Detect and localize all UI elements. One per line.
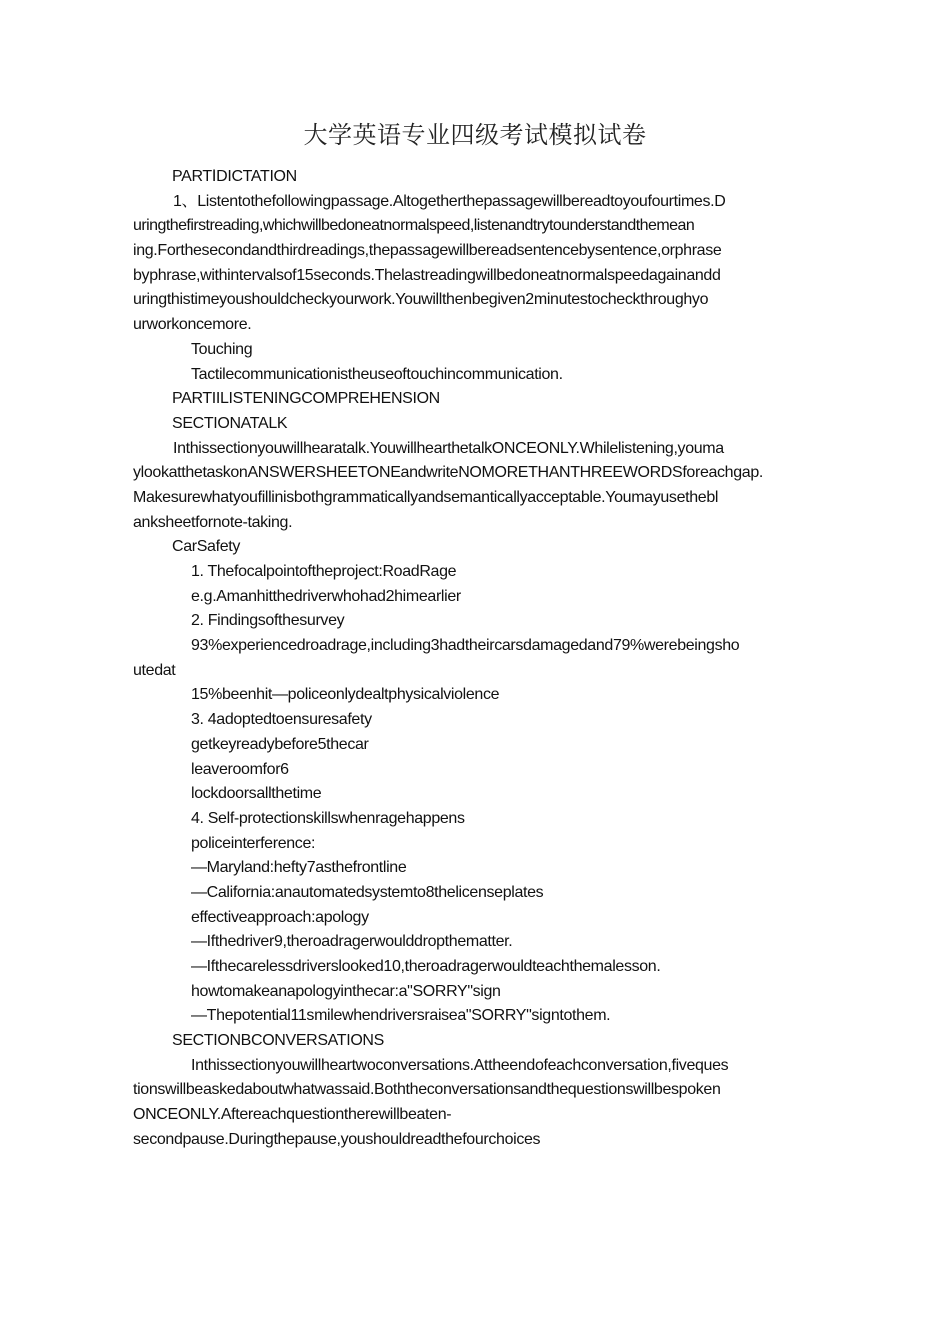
paragraph-line: ONCEONLY.Aftereachquestiontherewillbeaten- — [133, 1106, 452, 1124]
outline-item: 1. Thefocalpointoftheproject:RoadRage — [191, 563, 457, 580]
outline-item: policeinterference: — [191, 834, 316, 852]
outline-item: lockdoorsallthetime — [191, 785, 322, 803]
section-heading: SECTIONATALK — [172, 414, 288, 432]
outline-item: —Ifthedriver9,theroadragerwoulddropthematter. — [191, 933, 513, 951]
paragraph-line: uringthefirstreading,whichwillbedoneatnormalspeed,listenandtrytounderstandthemean — [133, 217, 695, 235]
outline-item: —Ifthecarelessdriverslooked10,theroadragerwouldteachthemalesson. — [191, 958, 661, 975]
task-title: CarSafety — [172, 538, 240, 556]
paragraph-line: tionswillbeaskedaboutwhatwassaid.Boththeconversationsandthequestionswillbespoken — [133, 1081, 721, 1099]
outline-item: howtomakeanapologyinthecar:a"SORRY"sign — [191, 982, 501, 1000]
part-heading: PARTIILISTENINGCOMPREHENSION — [172, 390, 440, 408]
section-heading: SECTIONBCONVERSATIONS — [172, 1032, 384, 1050]
outline-item: 2. Findingsofthesurvey — [191, 612, 345, 630]
paragraph-line: secondpause.Duringthepause,youshouldreadthefourchoices — [133, 1130, 541, 1148]
outline-item: e.g.Amanhitthedriverwhohad2himearlier — [191, 587, 461, 605]
paragraph-line: Inthissectionyouwillhearatalk.YouwillhearthetalkONCEONLY.Whilelistening,youma — [173, 439, 724, 457]
outline-item: utedat — [133, 661, 176, 679]
paragraph-line: ylookatthetaskonANSWERSHEETONEandwriteNOMORETHANTHREEWORDSforeachgap. — [133, 464, 763, 482]
outline-item: 93%experiencedroadrage,including3hadtheircarsdamagedand79%werebeingsho — [191, 637, 740, 655]
paragraph-line: byphrase,withintervalsof15seconds.Thelastreadingwillbedoneatnormalspeedagainandd — [133, 266, 721, 284]
passage-line: Tactilecommunicationistheuseoftouchincommunication. — [191, 365, 563, 383]
outline-item: —Thepotential11smilewhendriversraisea"SORRY"signtothem. — [191, 1007, 611, 1025]
outline-item: 15%beenhit—policeonlydealtphysicalviolence — [191, 686, 500, 704]
paragraph-line: Makesurewhatyoufillinisbothgrammaticallyandsemanticallyacceptable.Youmayusethebl — [133, 488, 719, 506]
outline-item: effectiveapproach:apology — [191, 908, 369, 926]
passage-title: Touching — [191, 340, 253, 358]
part-heading: PARTⅠDICTATION — [172, 168, 297, 185]
paragraph-line: anksheetfornote-taking. — [133, 513, 293, 531]
paragraph-line: 1、Listentothefollowingpassage.Altogetherthepassagewillbereadtoyoufourtimes.D — [173, 192, 726, 210]
paragraph-line: ing.Forthesecondandthirdreadings,thepassagewillbereadsentencebysentence,orphrase — [133, 242, 722, 260]
document-body — [133, 165, 823, 1153]
outline-item: 3. 4adoptedtoensuresafety — [191, 711, 372, 729]
paragraph-line: uringthistimeyoushouldcheckyourwork.Youwillthenbegiven2minutestocheckthroughyo — [133, 291, 709, 309]
outline-item: —Maryland:hefty7asthefrontline — [191, 859, 407, 877]
paragraph-line: Inthissectionyouwillheartwoconversations.Attheendofeachconversation,fiveques — [191, 1056, 729, 1074]
outline-item: leaveroomfor6 — [191, 760, 289, 778]
paragraph-line: urworkoncemore. — [133, 316, 252, 334]
outline-item: —California:anautomatedsystemto8thelicenseplates — [191, 883, 544, 901]
page-title: 大学英语专业四级考试模拟试卷 — [303, 121, 647, 149]
outline-item: getkeyreadybefore5thecar — [191, 735, 369, 753]
outline-item: 4. Self-protectionskillswhenragehappens — [191, 809, 465, 827]
